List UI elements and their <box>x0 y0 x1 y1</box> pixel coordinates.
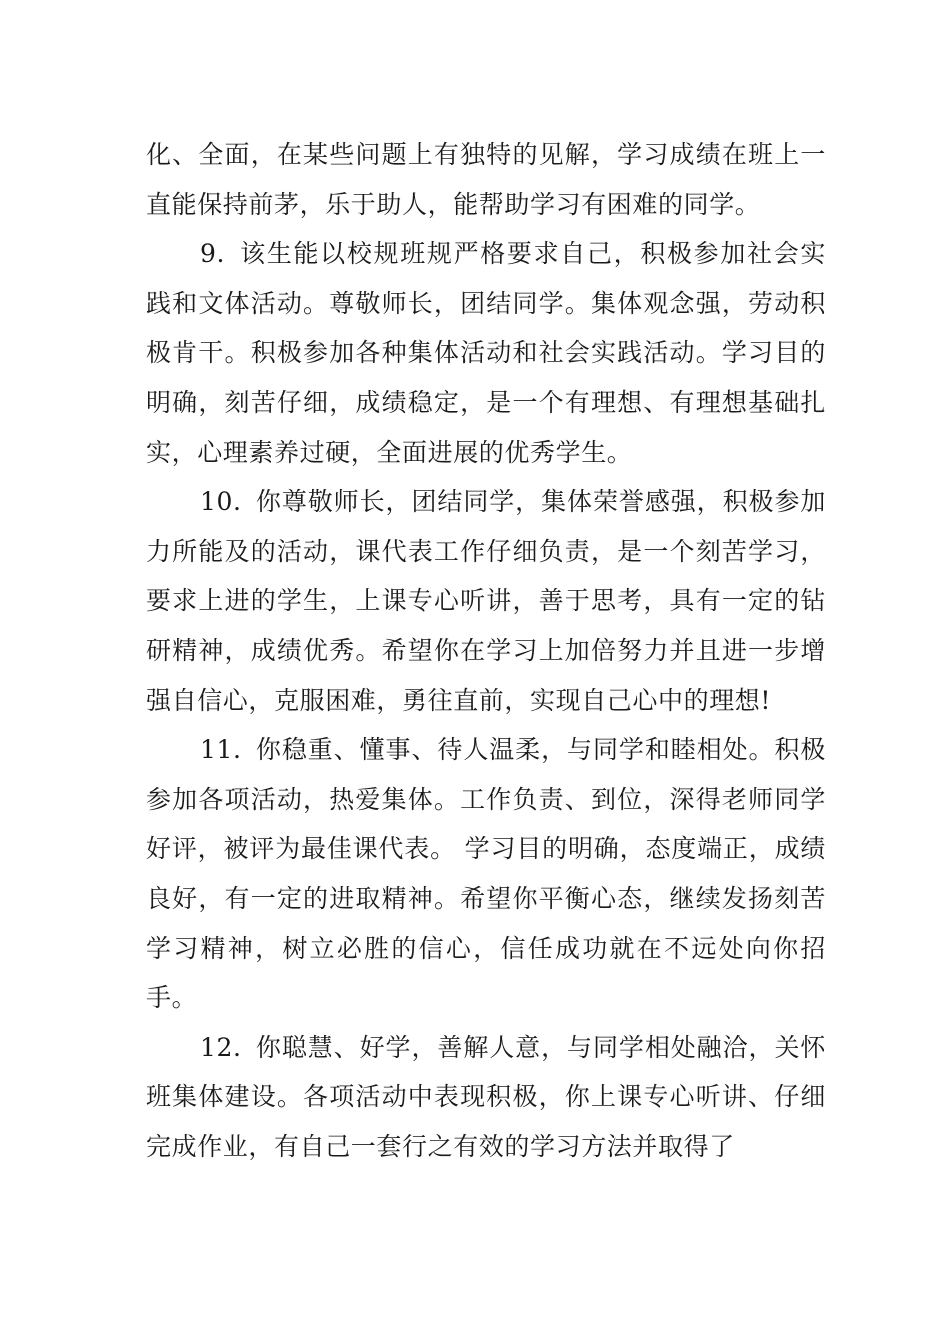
paragraph-item-10 <box>146 477 826 725</box>
paragraph-item-11 <box>146 725 826 1023</box>
paragraph-text: 你稳重、懂事、待人温柔，与同学和睦相处。积极参加各项活动，热爱集体。工作负责、到位，深得老师同学好评，被评为最佳课代表。 学习目的明确，态度端正，成绩良好，有一定的进取精神。希望你平衡心态，继续发扬刻苦学习精神，树立必胜的信心，信任成功就在不远处向你招手。 <box>146 735 826 1013</box>
paragraph-item-9 <box>146 229 826 477</box>
document-body <box>146 130 826 1171</box>
paragraph-text: 化、全面，在某些问题上有独特的见解，学习成绩在班上一直能保持前茅，乐于助人，能帮助学习有困难的同学。 <box>146 140 826 219</box>
paragraph-text: 你尊敬师长，团结同学，集体荣誉感强，积极参加力所能及的活动，课代表工作仔细负责，是一个刻苦学习，要求上进的学生，上课专心听讲，善于思考，具有一定的钻研精神，成绩优秀。希望你在学习上加倍努力并且进一步增强自信心，克服困难，勇往直前，实现自己心中的理想! <box>146 487 826 715</box>
paragraph-text: 该生能以校规班规严格要求自己，积极参加社会实践和文体活动。尊敬师长，团结同学。集体观念强，劳动积极肯干。积极参加各种集体活动和社会实践活动。学习目的明确，刻苦仔细，成绩稳定，是一个有理想、有理想基础扎实，心理素养过硬，全面进展的优秀学生。 <box>146 239 826 467</box>
paragraph-item-12 <box>146 1023 826 1172</box>
paragraph-number: 9. <box>200 239 226 269</box>
paragraph-text: 你聪慧、好学，善解人意，与同学相处融洽，关怀班集体建设。各项活动中表现积极，你上课专心听讲、仔细完成作业，有自己一套行之有效的学习方法并取得了 <box>146 1032 826 1161</box>
paragraph-number: 11. <box>200 735 242 765</box>
paragraph-number: 12. <box>200 1032 242 1062</box>
paragraph-number: 10. <box>200 487 242 517</box>
paragraph-continuation <box>146 130 826 229</box>
